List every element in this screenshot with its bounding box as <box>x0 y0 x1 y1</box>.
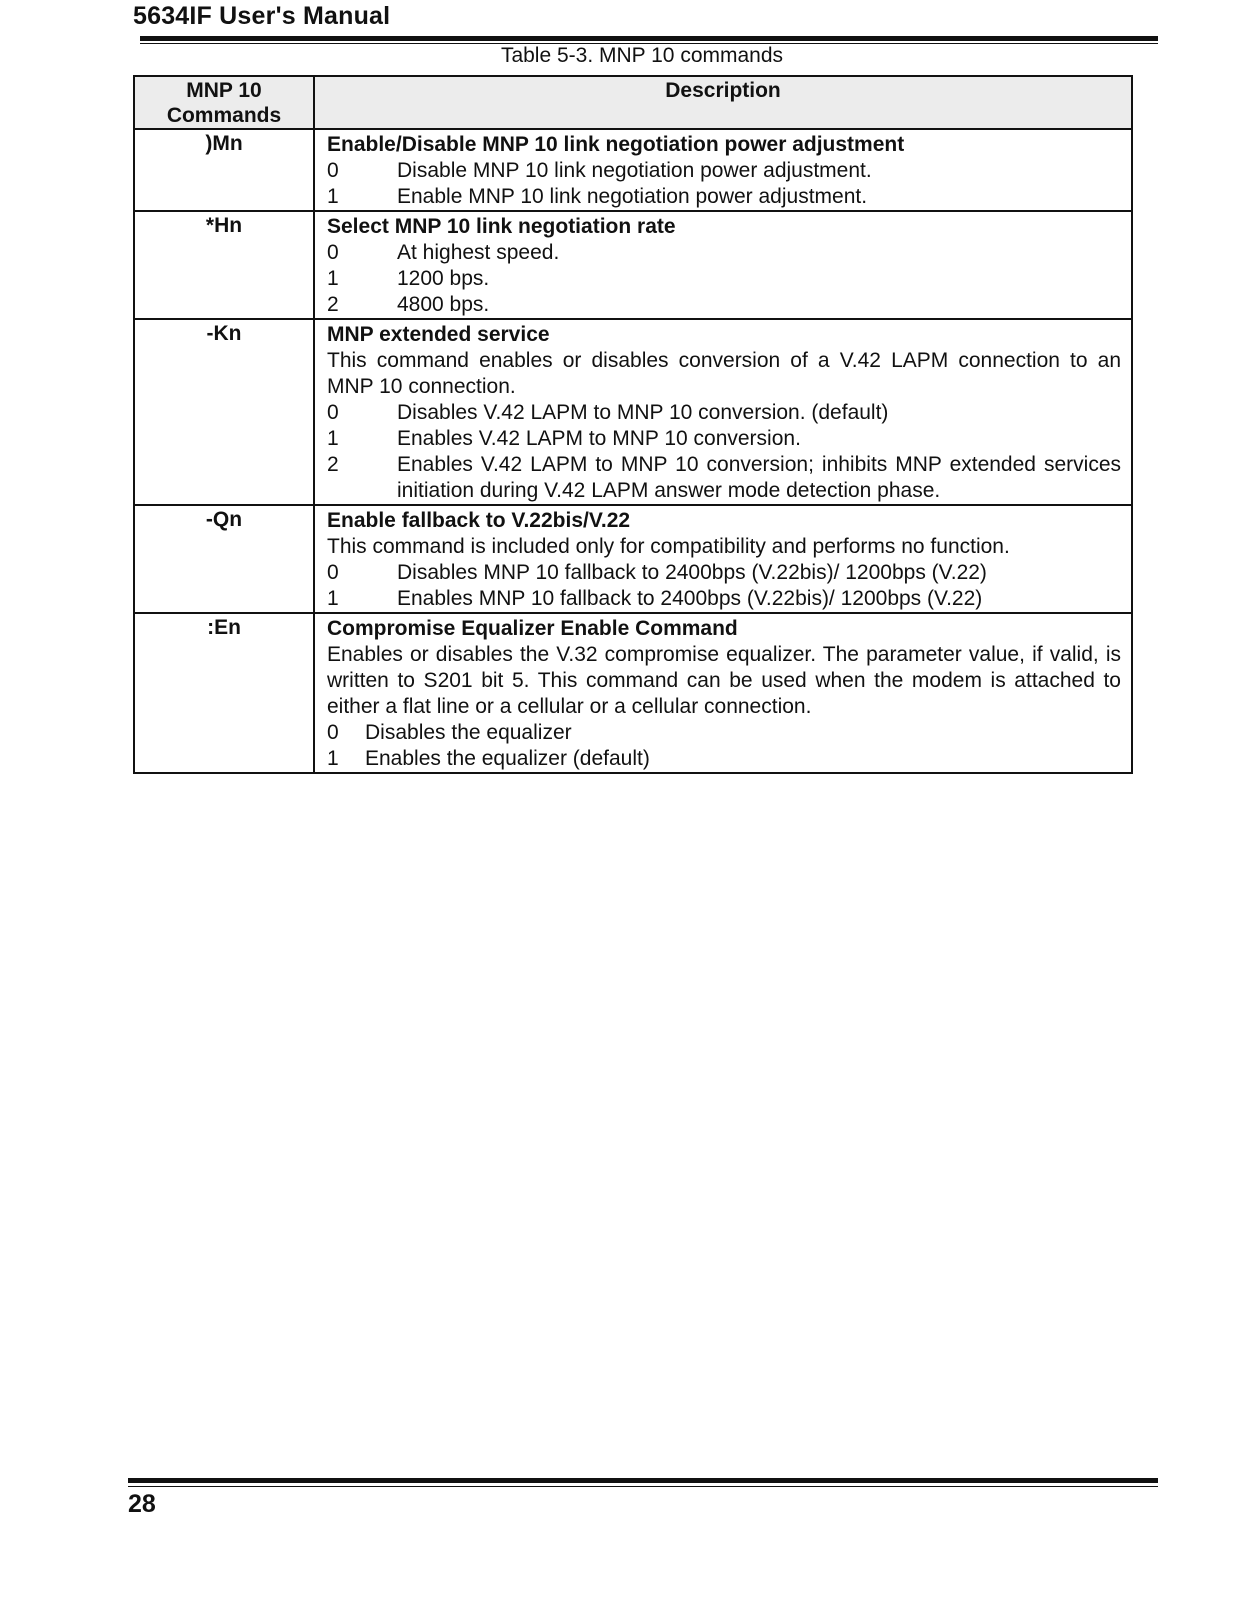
option-description: Enables V.42 LAPM to MNP 10 conversion; inhibits MNP extended services initiation during V.42 LAPM answer mode detection phase. <box>397 453 1121 502</box>
option-description: Disables the equalizer <box>365 721 572 744</box>
command-description: Enables or disables the V.32 compromise equalizer. The parameter value, if valid, is written to S201 bit 5. This command can be used when the modem is attached to either a flat line or a cellular or a cellular connection. <box>327 643 1121 718</box>
table-caption: Table 5-3. MNP 10 commands <box>500 44 784 67</box>
option-description: Enables the equalizer (default) <box>365 747 650 770</box>
command-title: Select MNP 10 link negotiation rate <box>327 215 676 238</box>
table-header-row <box>134 76 1132 129</box>
option-value: 2 <box>327 453 339 476</box>
option-item <box>327 240 1121 266</box>
option-item <box>327 426 1121 452</box>
description-cell <box>314 211 1132 319</box>
option-item <box>327 158 1121 184</box>
option-description: Enable MNP 10 link negotiation power adjustment. <box>397 185 868 208</box>
option-item <box>327 746 1121 772</box>
option-item <box>327 266 1121 292</box>
command-cell: -Qn <box>134 505 314 613</box>
command-title: Enable/Disable MNP 10 link negotiation power adjustment <box>327 133 905 156</box>
option-value: 2 <box>327 293 339 316</box>
header-rule <box>140 36 1158 41</box>
command-cell: )Mn <box>134 129 314 211</box>
option-value: 1 <box>327 587 339 610</box>
table-row <box>134 129 1132 211</box>
option-value: 0 <box>327 241 339 264</box>
option-description: Enables MNP 10 fallback to 2400bps (V.22bis)/ 1200bps (V.22) <box>397 587 983 610</box>
command-description: This command is included only for compatibility and performs no function. <box>327 535 1010 558</box>
option-value: 1 <box>327 427 339 450</box>
command-title: Compromise Equalizer Enable Command <box>327 617 738 640</box>
table-body <box>134 129 1132 773</box>
table-row <box>134 319 1132 505</box>
option-description: Disables MNP 10 fallback to 2400bps (V.22bis)/ 1200bps (V.22) <box>397 561 987 584</box>
command-cell: *Hn <box>134 211 314 319</box>
description-cell <box>314 505 1132 613</box>
option-item <box>327 560 1121 586</box>
page-header-title: 5634IF User's Manual <box>133 2 391 30</box>
option-value: 0 <box>327 159 339 182</box>
option-value: 0 <box>327 561 339 584</box>
column-header-commands <box>134 76 314 129</box>
option-value: 1 <box>327 747 339 770</box>
command-title: MNP extended service <box>327 323 550 346</box>
option-item <box>327 184 1121 210</box>
option-item <box>327 586 1121 612</box>
option-value: 0 <box>327 721 339 744</box>
option-description: 1200 bps. <box>397 267 490 290</box>
command-cell: :En <box>134 613 314 773</box>
mnp10-commands-table <box>133 75 1133 774</box>
option-item <box>327 292 1121 318</box>
option-description: Disable MNP 10 link negotiation power adjustment. <box>397 159 872 182</box>
option-description: 4800 bps. <box>397 293 490 316</box>
table-row <box>134 613 1132 773</box>
description-cell <box>314 319 1132 505</box>
option-description: Disables V.42 LAPM to MNP 10 conversion. (default) <box>397 401 889 424</box>
table-row <box>134 505 1132 613</box>
description-cell <box>314 129 1132 211</box>
option-value: 0 <box>327 401 339 424</box>
option-value: 1 <box>327 185 339 208</box>
option-item <box>327 400 1121 426</box>
option-value: 1 <box>327 267 339 290</box>
footer-rule <box>128 1478 1158 1483</box>
option-description: At highest speed. <box>397 241 560 264</box>
footer-rule-thin <box>128 1486 1158 1487</box>
table-row <box>134 211 1132 319</box>
option-description: Enables V.42 LAPM to MNP 10 conversion. <box>397 427 801 450</box>
column-header-commands-line2: Commands <box>166 104 282 127</box>
command-title: Enable fallback to V.22bis/V.22 <box>327 509 631 532</box>
column-header-description: Description <box>314 76 1132 129</box>
page-number: 28 <box>128 1490 156 1518</box>
command-cell: -Kn <box>134 319 314 505</box>
description-cell <box>314 613 1132 773</box>
command-description: This command enables or disables conversion of a V.42 LAPM connection to an MNP 10 connection. <box>327 349 1121 398</box>
option-item <box>327 720 1121 746</box>
column-header-commands-line1: MNP 10 <box>186 79 262 102</box>
option-item <box>327 452 1121 504</box>
